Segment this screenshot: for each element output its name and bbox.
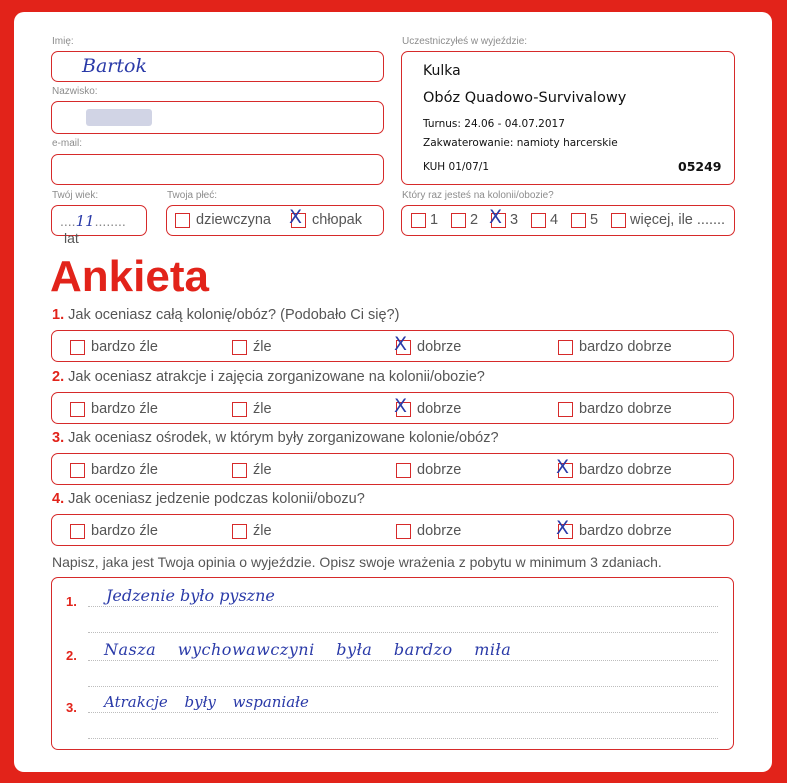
- opinion-line-2: Nasza wychowawczyni była bardzo miła: [104, 640, 512, 659]
- times-option-1[interactable]: 1: [411, 212, 438, 228]
- writing-line: [88, 738, 718, 739]
- age-entry: ....11........ lat: [60, 212, 126, 246]
- q3-option-good[interactable]: dobrze: [396, 462, 461, 478]
- trip-name: Kulka: [423, 63, 461, 79]
- which-time-field: [401, 205, 735, 236]
- opinion-prompt: Napisz, jaka jest Twoja opinia o wyjeździe. Opisz swoje wrażenia z pobytu w minimum 3 zdaniach.: [52, 554, 662, 570]
- rating-row-2: [51, 392, 734, 424]
- q3-option-bad[interactable]: źle: [232, 462, 272, 478]
- times-1-checkbox[interactable]: [411, 213, 426, 228]
- check-mark: X: [289, 205, 303, 228]
- participant-label: Uczestniczyłeś w wyjeździe:: [402, 36, 528, 47]
- q4-option-good[interactable]: dobrze: [396, 523, 461, 539]
- email-label: e-mail:: [52, 138, 83, 149]
- q4-option-bad[interactable]: źle: [232, 523, 272, 539]
- times-4-checkbox[interactable]: [531, 213, 546, 228]
- check-mark: X: [394, 394, 408, 417]
- opinion-number-3: 3.: [66, 700, 77, 715]
- age-value: 11: [75, 212, 95, 230]
- q2-option-very-bad[interactable]: bardzo źle: [70, 401, 158, 417]
- opinion-number-2: 2.: [66, 648, 77, 663]
- age-unit: lat: [64, 230, 79, 246]
- times-option-4[interactable]: 4: [531, 212, 558, 228]
- q1-option-very-good[interactable]: bardzo dobrze: [558, 339, 672, 355]
- times-more-checkbox[interactable]: [611, 213, 626, 228]
- rating-row-3: [51, 453, 734, 485]
- opinion-number-1: 1.: [66, 594, 77, 609]
- last-name-label: Nazwisko:: [52, 86, 98, 97]
- q4-option-very-good[interactable]: X bardzo dobrze: [556, 516, 672, 540]
- times-option-2[interactable]: 2: [451, 212, 478, 228]
- q3-option-very-good[interactable]: X bardzo dobrze: [556, 455, 672, 479]
- first-name-label: Imię:: [52, 36, 74, 47]
- last-name-field[interactable]: [51, 101, 384, 134]
- first-name-value: Bartok: [82, 55, 147, 77]
- question-4: 4. Jak oceniasz jedzenie podczas kolonii/obozu?: [52, 491, 365, 507]
- gender-option-boy[interactable]: X chłopak: [289, 205, 362, 229]
- times-option-5[interactable]: 5: [571, 212, 598, 228]
- q2-option-very-good[interactable]: bardzo dobrze: [558, 401, 672, 417]
- q4-option-very-bad[interactable]: bardzo źle: [70, 523, 158, 539]
- age-field[interactable]: [51, 205, 147, 246]
- writing-line: [88, 632, 718, 633]
- q2-option-bad[interactable]: źle: [232, 401, 272, 417]
- rating-row-1: [51, 330, 734, 362]
- times-2-checkbox[interactable]: [451, 213, 466, 228]
- writing-line: [88, 660, 718, 661]
- camp-name: Obóz Quadowo-Survivalowy: [423, 90, 627, 106]
- trip-info-box: [401, 51, 735, 185]
- question-2: 2. Jak oceniasz atrakcje i zajęcia zorganizowane na kolonii/obozie?: [52, 369, 485, 385]
- gender-option-girl[interactable]: dziewczyna: [175, 212, 271, 228]
- email-field[interactable]: [51, 154, 384, 185]
- q1-option-good[interactable]: X dobrze: [394, 332, 462, 356]
- writing-line: [88, 606, 718, 607]
- accommodation: Zakwaterowanie: namioty harcerskie: [423, 137, 618, 149]
- q1-option-bad[interactable]: źle: [232, 339, 272, 355]
- gender-field: [166, 205, 384, 236]
- times-option-3[interactable]: X 3: [489, 205, 519, 229]
- times-5-checkbox[interactable]: [571, 213, 586, 228]
- opinion-line-1: Jedzenie było pyszne: [106, 586, 275, 605]
- survey-title: Ankieta: [50, 252, 209, 301]
- check-mark: X: [556, 455, 570, 478]
- first-name-field[interactable]: [51, 51, 384, 82]
- times-3-checkbox[interactable]: X: [491, 213, 506, 228]
- trip-code: KUH 01/07/1: [423, 161, 489, 173]
- opinion-line-3: Atrakcje były wspaniałe: [104, 693, 309, 711]
- writing-line: [88, 712, 718, 713]
- trip-number: 05249: [678, 159, 722, 174]
- turnus-dates: Turnus: 24.06 - 04.07.2017: [423, 118, 565, 130]
- gender-girl-checkbox[interactable]: [175, 213, 190, 228]
- q2-option-good[interactable]: X dobrze: [394, 394, 462, 418]
- q3-option-very-bad[interactable]: bardzo źle: [70, 462, 158, 478]
- which-time-label: Który raz jesteś na kolonii/obozie?: [402, 190, 554, 201]
- q1-option-very-bad[interactable]: bardzo źle: [70, 339, 158, 355]
- check-mark: X: [394, 332, 408, 355]
- question-1: 1. Jak oceniasz całą kolonię/obóz? (Podobało Ci się?): [52, 307, 400, 323]
- times-option-more[interactable]: więcej, ile .......: [611, 212, 725, 228]
- check-mark: X: [556, 516, 570, 539]
- question-3: 3. Jak oceniasz ośrodek, w którym były zorganizowane kolonie/obóz?: [52, 430, 499, 446]
- gender-label: Twoja płeć:: [167, 190, 218, 201]
- rating-row-4: [51, 514, 734, 546]
- blurred-name-redaction: [86, 109, 152, 126]
- writing-line: [88, 686, 718, 687]
- age-label: Twój wiek:: [52, 190, 99, 201]
- gender-boy-checkbox[interactable]: [289, 205, 306, 228]
